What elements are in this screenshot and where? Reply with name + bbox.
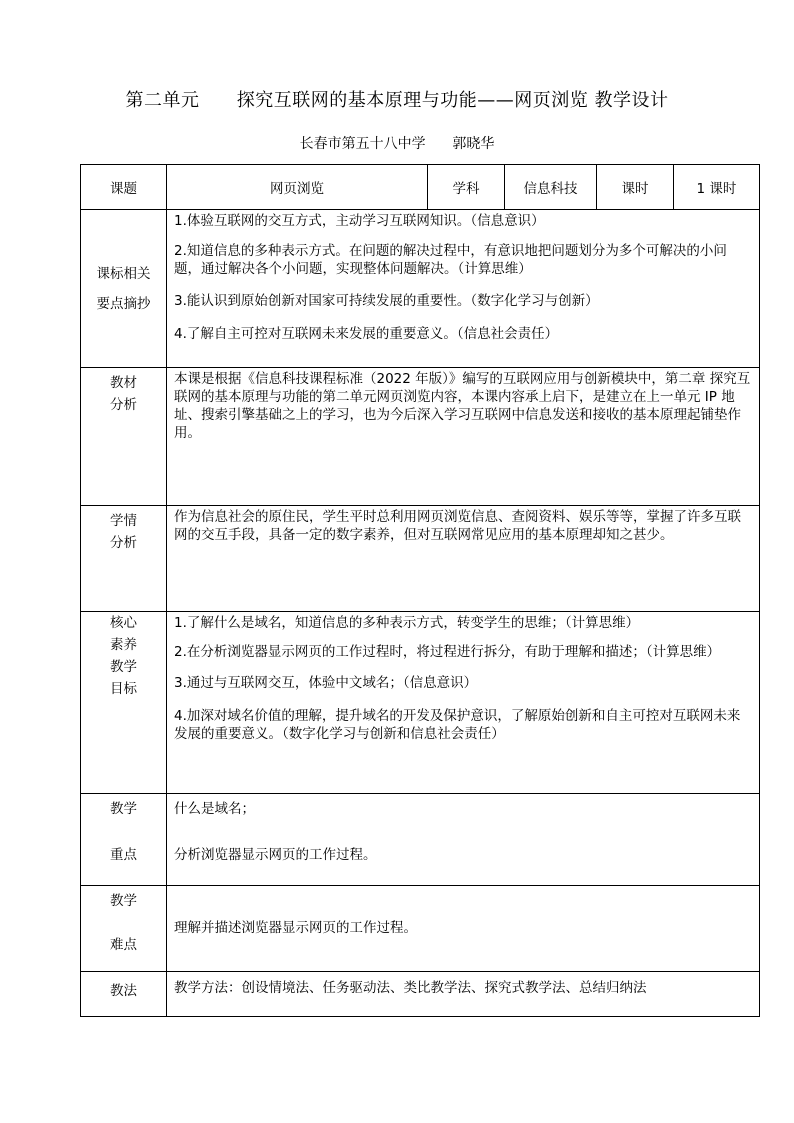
- label-line: 难点: [110, 937, 137, 953]
- students-content: [167, 506, 760, 612]
- objective-item: 1.了解什么是域名，知道信息的多种表示方式，转变学生的思维；（计算思维）: [174, 615, 640, 631]
- objective-item: 4.加深对域名价值的理解，提升域名的开发及保护意识，了解原始创新和自主可控对互联网未来发展的重要意义。（数字化学习与创新和信息社会责任）: [174, 708, 741, 742]
- label-line: 重点: [110, 847, 137, 863]
- subject-label: 学科: [428, 165, 505, 210]
- label-line: 教学: [110, 893, 137, 909]
- curriculum-item: 4.了解自主可控对互联网未来发展的重要意义。（信息社会责任）: [174, 326, 559, 342]
- label-line: 教学: [110, 659, 137, 675]
- curriculum-item: 2.知道信息的多种表示方式。在问题的解决过程中，有意识地把问题划分为多个可解决的小问题，通过解决各个小问题，实现整体问题解决。（计算思维）: [174, 243, 727, 277]
- label-line: 分析: [110, 397, 137, 413]
- students-label: [81, 506, 167, 612]
- curriculum-item: 1.体验互联网的交互方式，主动学习互联网知识。（信息意识）: [174, 213, 545, 229]
- label-line: 课标相关: [96, 265, 151, 282]
- label-line: 素养: [110, 637, 137, 653]
- label-line: 教材: [110, 375, 137, 391]
- methods-text: 教学方法：创设情境法、任务驱动法、类比教学法、探究式教学法、总结归纳法: [174, 980, 647, 996]
- objectives-row: [81, 612, 760, 794]
- key-point-item: 什么是域名；: [174, 801, 255, 817]
- objectives-label: [81, 612, 167, 794]
- difficulties-row: [81, 886, 760, 972]
- hours-value: 1 课时: [674, 165, 760, 210]
- methods-label: 教法: [81, 972, 167, 1017]
- topic-label: 课题: [81, 165, 167, 210]
- curriculum-row: [81, 210, 760, 368]
- label-line: 目标: [110, 681, 137, 697]
- label-line: 教学: [110, 801, 137, 817]
- objective-item: 3.通过与互联网交互，体验中文域名；（信息意识）: [174, 675, 478, 691]
- label-line: 学情: [110, 513, 137, 529]
- difficulties-label: [81, 886, 167, 972]
- difficulties-content: [167, 886, 760, 972]
- objectives-content: [167, 612, 760, 794]
- document-author: 长春市第五十八中学 郭晓华: [299, 136, 495, 152]
- hours-label: 课时: [597, 165, 674, 210]
- difficulties-text: 理解并描述浏览器显示网页的工作过程。: [174, 920, 417, 936]
- curriculum-content: [167, 210, 760, 368]
- subject-value: 信息科技: [505, 165, 597, 210]
- students-row: [81, 506, 760, 612]
- curriculum-item: 3.能认识到原始创新对国家可持续发展的重要性。（数字化学习与创新）: [174, 293, 599, 309]
- textbook-row: [81, 368, 760, 506]
- key-points-content: [167, 794, 760, 886]
- textbook-content: [167, 368, 760, 506]
- document-title: 第二单元 探究互联网的基本原理与功能——网页浏览 教学设计: [125, 90, 669, 111]
- lesson-plan-table: [80, 164, 760, 1017]
- key-point-item: 分析浏览器显示网页的工作过程。: [174, 847, 377, 863]
- key-points-row: [81, 794, 760, 886]
- textbook-text: 本课是根据《信息科技课程标准（2022 年版）》编写的互联网应用与创新模块中，第二章 探究互联网的基本原理与功能的第二单元网页浏览内容，本课内容承上启下，是建立在上一单元 IP 地址、搜索引擎基础之上的学习，也为今后深入学习互联网中信息发送和接收的基本原理起铺垫作用。: [174, 371, 751, 441]
- textbook-label: [81, 368, 167, 506]
- label-line: 分析: [110, 535, 137, 551]
- methods-content: [167, 972, 760, 1017]
- key-points-label: [81, 794, 167, 886]
- curriculum-label: [81, 210, 167, 368]
- label-line: 要点摘抄: [96, 295, 151, 312]
- topic-value: 网页浏览: [167, 165, 428, 210]
- objective-item: 2.在分析浏览器显示网页的工作过程时，将过程进行拆分，有助于理解和描述；（计算思维）: [174, 644, 721, 660]
- label-line: 核心: [110, 615, 137, 631]
- header-row: [81, 165, 760, 210]
- methods-row: [81, 972, 760, 1017]
- students-text: 作为信息社会的原住民，学生平时总利用网页浏览信息、查阅资料、娱乐等等，掌握了许多互联网的交互手段，具备一定的数字素养，但对互联网常见应用的基本原理却知之甚少。: [174, 509, 741, 543]
